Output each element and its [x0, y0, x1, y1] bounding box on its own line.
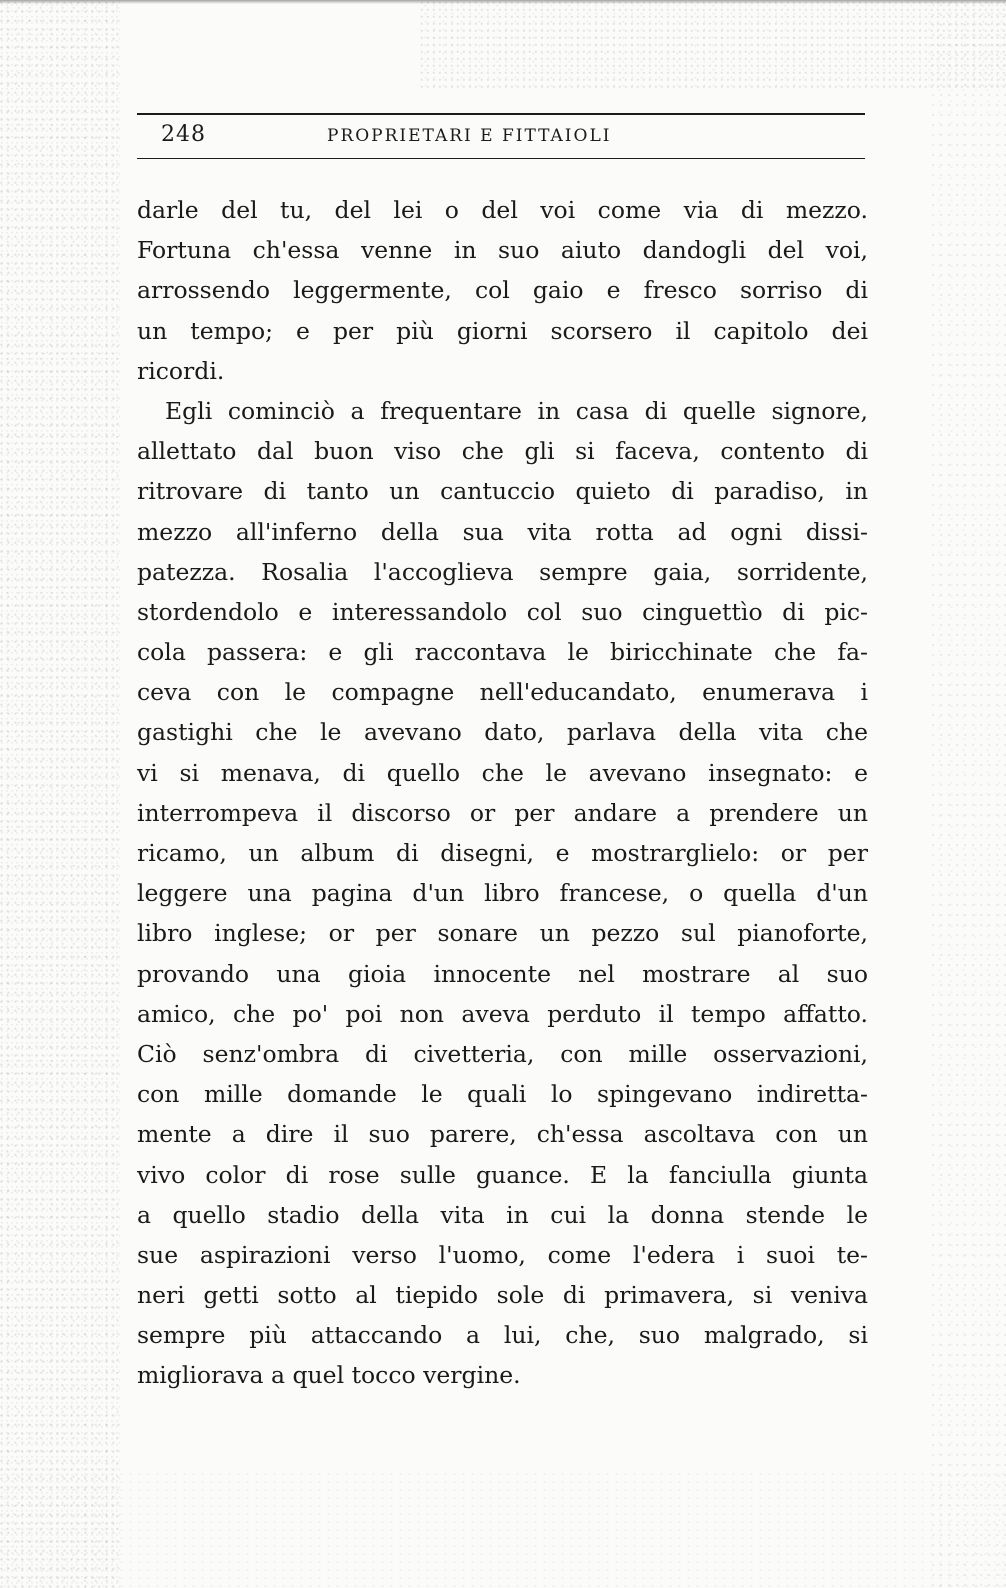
header-rule-bottom — [137, 158, 865, 159]
text-line: patezza. Rosalia l'accoglieva sempre gaia, sorridente, — [137, 557, 868, 586]
text-line: sue aspirazioni verso l'uomo, come l'edera i suoi te- — [137, 1240, 868, 1269]
text-line: a quello stadio della vita in cui la donna stende le — [137, 1200, 868, 1229]
page-number: 248 — [161, 122, 206, 147]
text-line: Ciò senz'ombra di civetteria, con mille osservazioni, — [137, 1039, 868, 1068]
text-line: un tempo; e per più giorni scorsero il capitolo dei — [137, 316, 868, 345]
scan-noise-right — [930, 0, 1006, 1588]
text-line: arrossendo leggermente, col gaio e fresco sorriso di — [137, 276, 868, 305]
text-line: vi si menava, di quello che le avevano insegnato: e — [137, 758, 868, 787]
text-line: con mille domande le quali lo spingevano indiretta- — [137, 1080, 868, 1109]
text-line: amico, che po' poi non aveva perduto il tempo affatto. — [137, 999, 868, 1028]
text-line: allettato dal buon viso che gli si faceva, contento di — [137, 437, 868, 466]
scan-noise-bottom — [0, 1470, 1006, 1588]
text-line: provando una gioia innocente nel mostrare al suo — [137, 959, 868, 988]
body-text — [137, 190, 868, 1396]
text-line: mezzo all'inferno della sua vita rotta ad ogni dissi- — [137, 517, 868, 546]
scan-top-edge — [0, 0, 1006, 4]
text-line: ritrovare di tanto un cantuccio quieto di paradiso, in — [137, 477, 868, 506]
text-line: migliorava a quel tocco vergine. — [137, 1361, 521, 1390]
text-line: leggere una pagina d'un libro francese, o quella d'un — [137, 879, 868, 908]
text-line: ricamo, un album di disegni, e mostrarglielo: or per — [137, 839, 868, 867]
text-line: libro inglese; or per sonare un pezzo sul pianoforte, — [137, 919, 868, 948]
text-line: sempre più attaccando a lui, che, suo malgrado, si — [137, 1321, 868, 1350]
text-line: stordendolo e interessandolo col suo cinguettìo di pic- — [137, 597, 868, 626]
text-line: ricordi. — [137, 356, 225, 385]
scan-noise-top — [420, 0, 1006, 90]
scan-noise-left — [0, 0, 120, 1588]
text-line: vivo color di rose sulle guance. E la fanciulla giunta — [137, 1160, 868, 1189]
text-line: Egli cominciò a frequentare in casa di quelle signore, — [165, 396, 868, 425]
text-line: cola passera: e gli raccontava le biricchinate che fa- — [137, 638, 868, 667]
running-title: PROPRIETARI E FITTAIOLI — [327, 126, 612, 146]
text-line: darle del tu, del lei o del voi come via di mezzo. — [137, 196, 868, 224]
text-line: mente a dire il suo parere, ch'essa ascoltava con un — [137, 1120, 868, 1149]
text-line: interrompeva il discorso or per andare a prendere un — [137, 798, 868, 827]
text-line: ceva con le compagne nell'educandato, enumerava i — [137, 678, 868, 707]
page-header — [137, 122, 865, 156]
text-line: gastighi che le avevano dato, parlava della vita che — [137, 718, 868, 747]
text-line: neri getti sotto al tiepido sole di primavera, si veniva — [137, 1281, 868, 1310]
text-line: Fortuna ch'essa venne in suo aiuto dandogli del voi, — [137, 236, 868, 265]
header-rule-top — [137, 113, 865, 115]
